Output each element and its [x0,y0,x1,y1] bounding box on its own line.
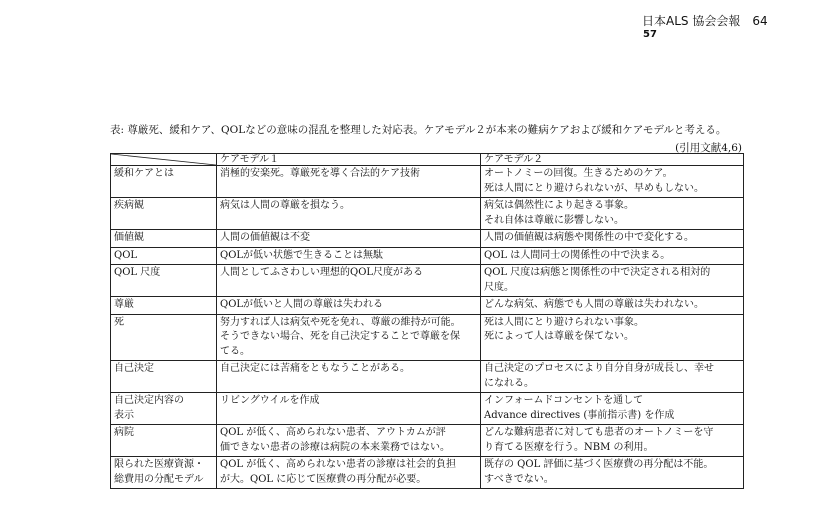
model2-cell [481,425,744,457]
cell-text-line: 死は人間にとり避けられないが、早めもしない。 [484,182,704,194]
cell-text-line: 尺度。 [484,281,514,293]
model1-cell [217,265,481,297]
model1-cell [217,230,481,248]
model1-cell [217,361,481,393]
page-header [642,14,792,42]
model1-cell [217,314,481,361]
comparison-table [110,153,744,489]
table-row [111,314,744,361]
cell-text-line: てる。 [220,345,250,357]
row-label-cell [111,314,217,361]
corner-diagonal-cell [111,154,217,166]
row-label-cell [111,361,217,393]
cell-text-line: QOL [114,249,138,261]
cell-text-line: オートノミーの回復。生きるためのケア。 [484,168,673,179]
cell-text-line: 人間としてふさわしい理想的QOL尺度がある [220,267,424,278]
row-label-cell [111,166,217,198]
cell-text-line: 価できない患者の診療は病院の本来業務ではない。 [220,441,450,453]
table-caption: 表: 尊厳死、緩和ケア、QOLなどの意味の混乱を整理した対応表。ケアモデル２が本来の難病ケアおよび緩和ケアモデルと考える。 [110,124,727,136]
model2-cell [481,265,744,297]
cell-text-line: 人間の価値観は不変 [220,232,310,243]
row-label-cell [111,457,217,489]
cell-text-line: 表示 [114,409,134,421]
cell-text-line: 自己決定には苦痛をともなうことがある。 [220,363,410,374]
model2-cell [481,457,744,489]
model1-cell [217,457,481,489]
cell-text-line: どんな病気、病態でも人間の尊厳は失われない。 [484,299,704,310]
cell-text-line: になれる。 [484,377,534,389]
table-row [111,198,744,230]
cell-text-line: 価値観 [114,232,144,243]
cell-text-line: 病気は偶然性により起きる事象。 [484,200,634,211]
cell-text-line: インフォームドコンセントを通して [484,395,644,406]
table-row [111,247,744,265]
cell-text-line: どんな難病患者に対しても患者のオートノミーを守 [484,427,714,438]
cell-text-line: すべきでない。 [484,473,554,485]
cell-text-line: 自己決定のプロセスにより自分自身が成長し、幸せ [484,363,714,374]
cell-text-line: 病院 [114,427,134,438]
cell-text-line: QOL が低く、高められない患者の診療は社会的負担 [220,459,457,470]
cell-text-line: り育てる医療を行う。NBM の利用。 [484,441,654,453]
model1-cell [217,247,481,265]
table-body [111,166,744,489]
table-row [111,457,744,489]
cell-text-line: QOL は人間同士の関係性の中で決まる。 [484,249,671,261]
journal-title: 日本ALS 協会会報 64 [642,14,768,28]
model1-cell [217,297,481,315]
cell-text-line: そうできない場合、死を自己決定することで尊厳を保 [220,331,460,342]
row-label-cell [111,393,217,425]
diagonal-line [111,154,216,165]
cell-text-line: 限られた医療資源・ [114,459,204,470]
cell-text-line: 自己決定 [114,363,154,374]
table-row [111,393,744,425]
model2-cell [481,393,744,425]
cell-text-line: 消極的安楽死。尊厳死を導く合法的ケア技術 [220,168,420,179]
cell-text-line: リビングウイルを作成 [220,395,320,406]
cell-text-line: 疾病観 [114,200,144,211]
model2-cell [481,166,744,198]
row-label-cell [111,265,217,297]
cell-text-line: 尊厳 [114,299,134,310]
table-header-row [111,154,744,166]
cell-text-line: 病気は人間の尊厳を損なう。 [220,200,350,211]
model1-cell [217,425,481,457]
page-number: 57 [643,29,657,40]
row-label-cell [111,230,217,248]
model2-cell [481,247,744,265]
cell-text-line: 既存の QOL 評価に基づく医療費の再分配は不能。 [484,459,714,470]
row-label-cell [111,297,217,315]
row-label-cell [111,425,217,457]
model1-cell [217,166,481,198]
cell-text-line: 死は人間にとり避けられない事象。 [484,316,644,328]
table-row [111,361,744,393]
citation-note: (引用文献4,6) [675,142,742,154]
model2-cell [481,361,744,393]
cell-text-line: 死 [114,316,124,328]
cell-text-line: QOL が低く、高められない患者、アウトカムが評 [220,427,446,438]
model2-cell [481,297,744,315]
cell-text-line: が大。QOL に応じて医療費の再分配が必要。 [220,473,427,485]
table-row [111,265,744,297]
table-row [111,230,744,248]
row-label-cell [111,247,217,265]
cell-text-line: 総費用の分配モデル [114,473,204,485]
cell-text-line: QOLが低い状態で生きることは無駄 [220,249,384,261]
column-header-model1: ケアモデル１ [217,154,481,166]
cell-text-line: Advance directives (事前指示書) を作成 [484,409,675,421]
model2-cell [481,314,744,361]
cell-text-line: QOL 尺度 [114,267,161,278]
model1-cell [217,198,481,230]
cell-text-line: 自己決定内容の [114,395,184,406]
cell-text-line: 努力すれば人は病気や死を免れ、尊厳の維持が可能。 [220,316,461,328]
model2-cell [481,230,744,248]
table-row [111,297,744,315]
model1-cell [217,393,481,425]
row-label-cell [111,198,217,230]
column-header-model2: ケアモデル２ [481,154,744,166]
cell-text-line: QOL 尺度は病態と関係性の中で決定される相対的 [484,267,711,278]
cell-text-line: 緩和ケアとは [114,168,174,179]
model2-cell [481,198,744,230]
table-row [111,425,744,457]
cell-text-line: 人間の価値観は病態や関係性の中で変化する。 [484,232,694,243]
cell-text-line: それ自体は尊厳に影響しない。 [484,214,624,226]
cell-text-line: QOLが低いと人間の尊厳は失われる [220,299,384,310]
cell-text-line: 死によって人は尊厳を保てない。 [484,331,634,342]
table-row [111,166,744,198]
